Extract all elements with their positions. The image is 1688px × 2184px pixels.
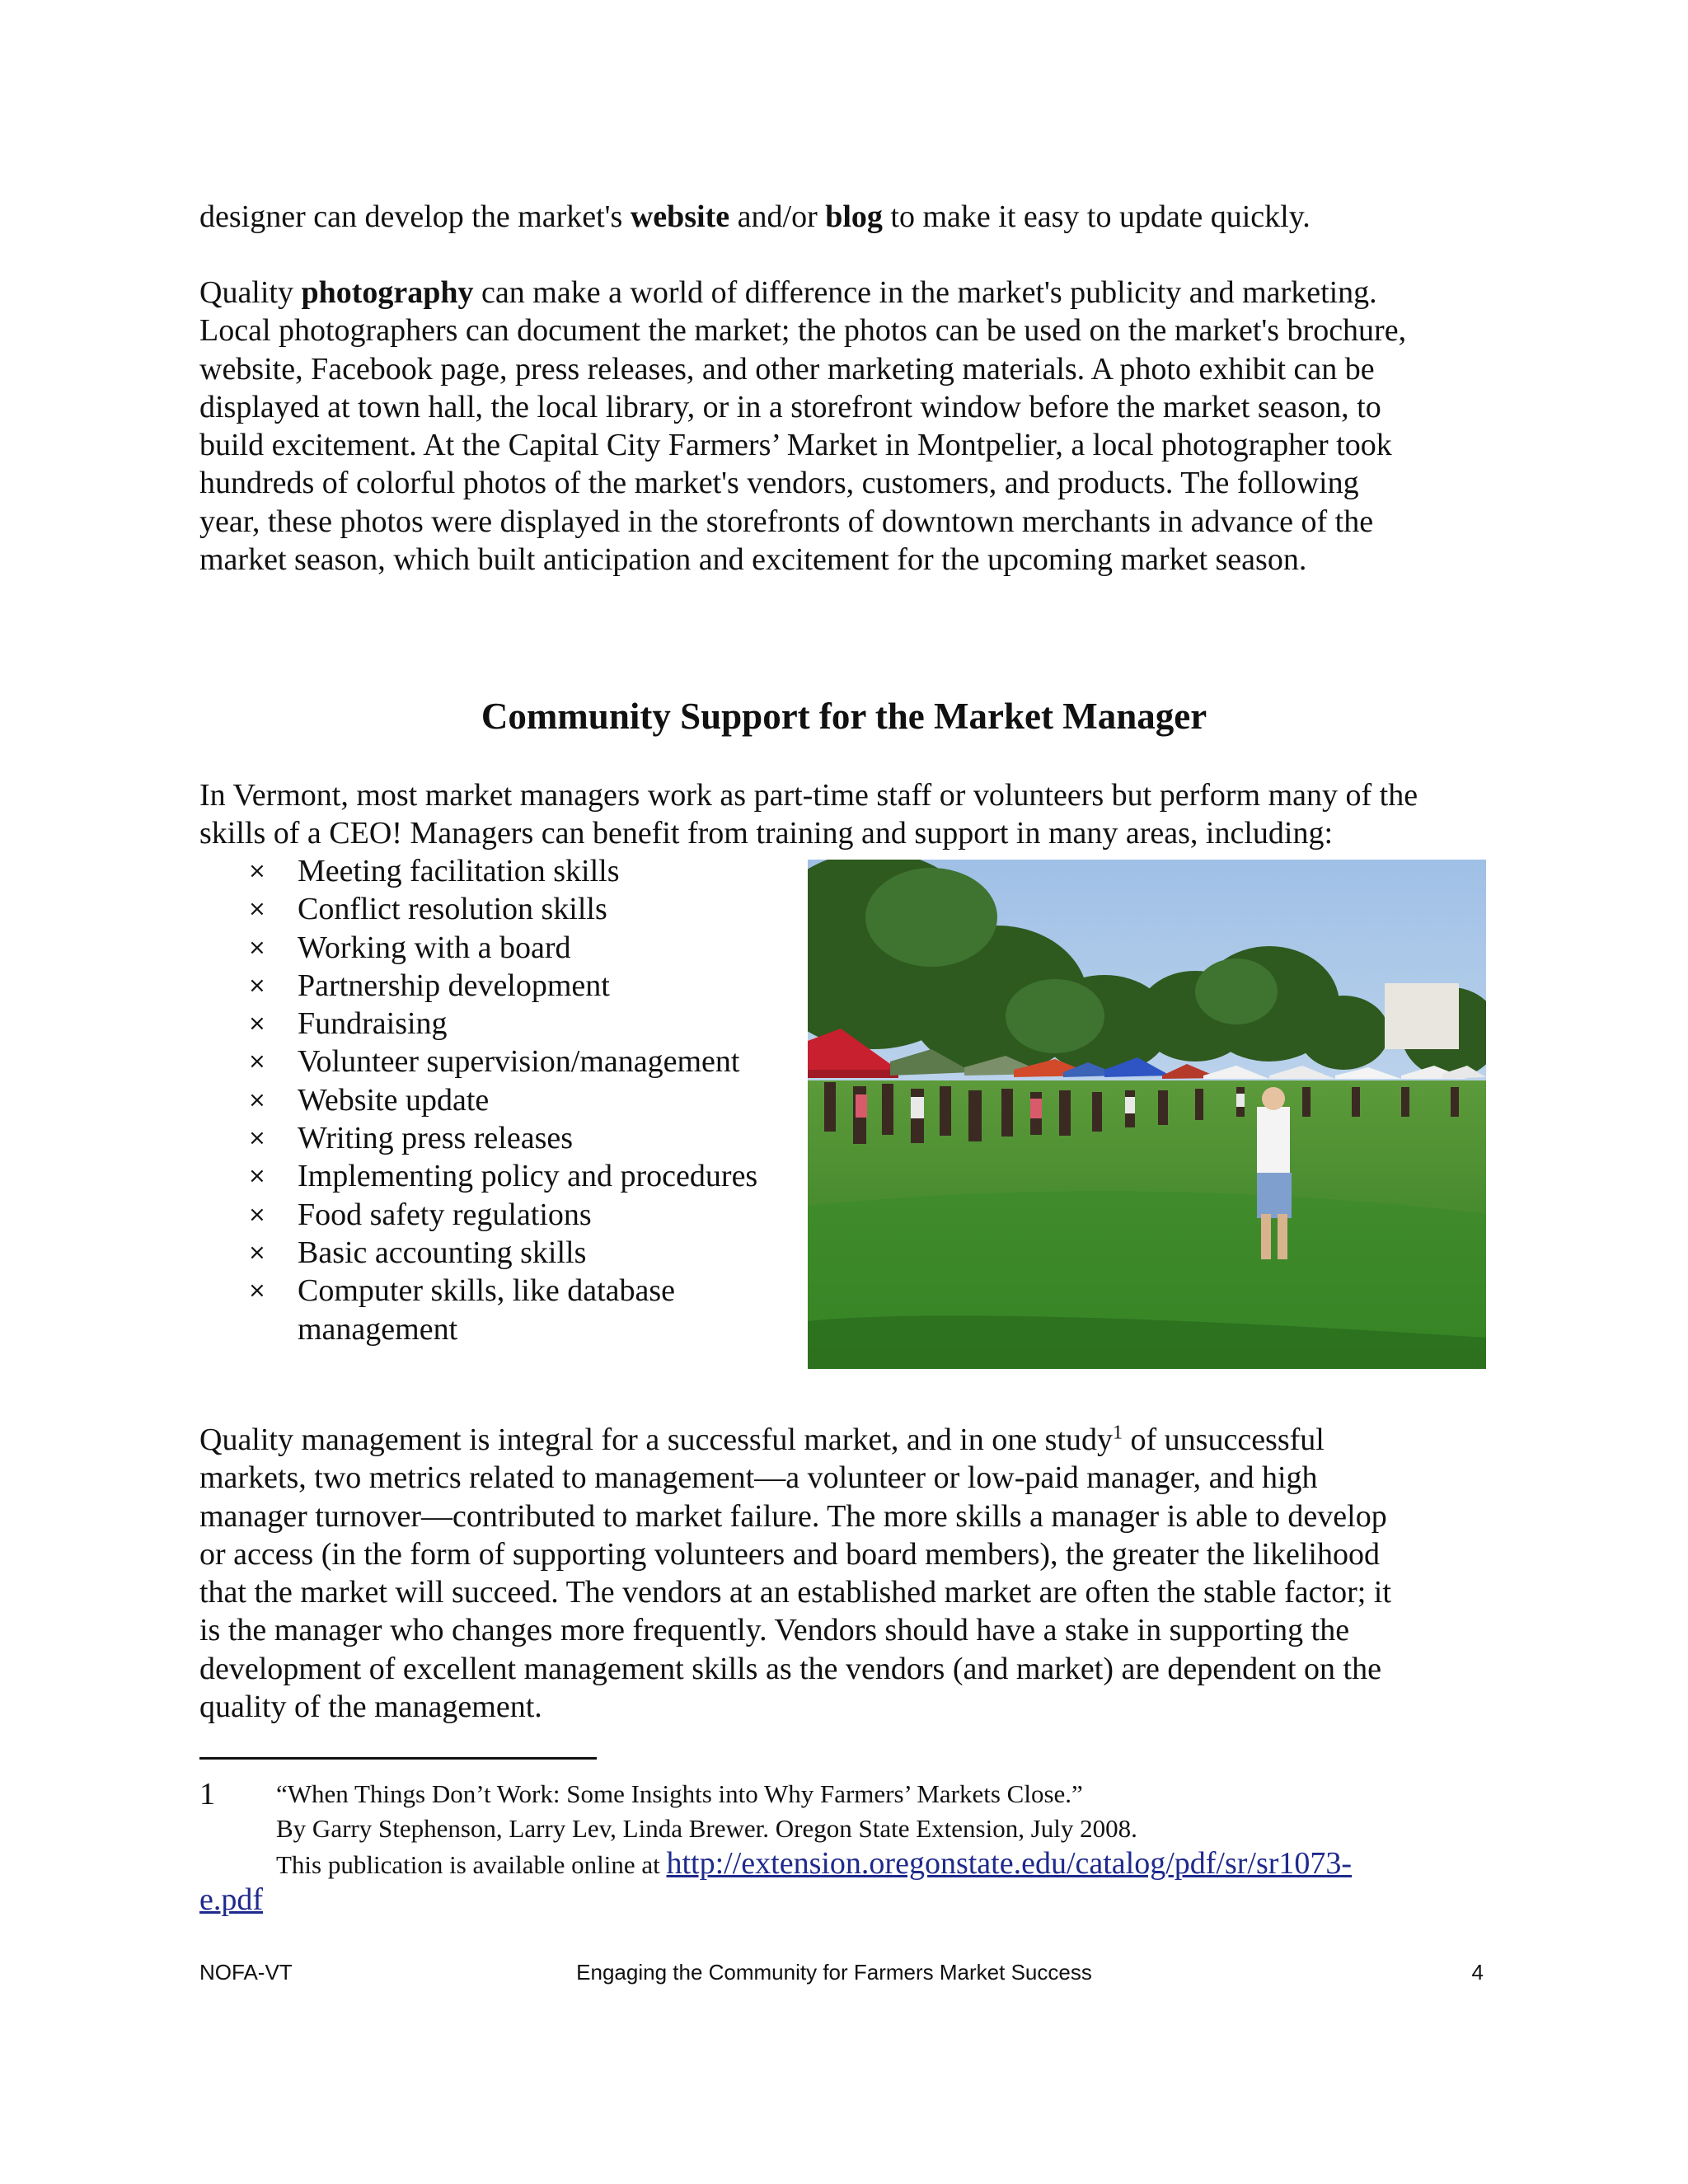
footer-organization: NOFA-VT [199, 1960, 293, 1985]
footnote-authors: By Garry Stephenson, Larry Lev, Linda Brewer. Oregon State Extension, July 2008. [276, 1814, 1137, 1843]
x-bullet-icon: × [248, 1240, 266, 1265]
skills-list-item [199, 1272, 793, 1348]
skills-list-item [199, 1157, 793, 1195]
x-bullet-icon: × [248, 1011, 266, 1037]
farmers-market-photo [808, 860, 1486, 1369]
text-span: to make it easy to update quickly. [882, 199, 1311, 234]
text-line: manager turnover—contributed to market failure. The more skills a manager is able to develop [199, 1498, 1387, 1534]
footer-title: Engaging the Community for Farmers Market Success [576, 1960, 1092, 1985]
skills-list-item [199, 1081, 793, 1119]
footnote-reference[interactable]: 1 [1113, 1422, 1123, 1444]
text-line: that the market will succeed. The vendors at an established market are often the stable factor; it [199, 1575, 1391, 1610]
page-number: 4 [1471, 1960, 1484, 1985]
x-bullet-icon: × [248, 935, 266, 960]
skills-item-label: Conflict resolution skills [298, 892, 607, 927]
footnote-availability-text: This publication is available online at [276, 1850, 667, 1879]
intro-paragraph [199, 776, 1495, 853]
skills-item-label: Computer skills, like database management [298, 1273, 676, 1347]
footnote-title: “When Things Don’t Work: Some Insights into Why Farmers’ Markets Close.” [276, 1779, 1083, 1808]
website-blog-paragraph [199, 198, 1495, 236]
text-line: markets, two metrics related to management—a volunteer or low-paid manager, and high [199, 1460, 1318, 1496]
skills-list-item [199, 967, 793, 1005]
skills-list-item [199, 929, 793, 967]
skills-list-item [199, 1043, 793, 1080]
text-span: Quality management is integral for a successful market, and in one study [199, 1422, 1114, 1457]
x-bullet-icon: × [248, 1278, 266, 1304]
skills-item-label: Meeting facilitation skills [298, 854, 620, 888]
bold-term-photography: photography [301, 275, 474, 310]
page-footer [199, 1958, 1495, 1986]
skills-item-label: Partnership development [298, 968, 610, 1003]
bold-term-blog: blog [825, 199, 883, 234]
footnote-link[interactable]: http://extension.oregonstate.edu/catalog/pdf/sr/sr1073- [666, 1846, 1353, 1881]
x-bullet-icon: × [248, 897, 266, 922]
text-line: year, these photos were displayed in the storefronts of downtown merchants in advance of the [199, 504, 1374, 539]
skills-list-item [199, 1196, 793, 1234]
footnote-link-continuation[interactable]: e.pdf [199, 1882, 264, 1917]
skills-item-label: Website update [298, 1082, 490, 1118]
text-line: hundreds of colorful photos of the market's vendors, customers, and products. The following [199, 466, 1359, 501]
text-line: market season, which built anticipation and excitement for the upcoming market season. [199, 542, 1307, 578]
market-photo-illustration [808, 860, 1486, 1369]
footnote [199, 1777, 1495, 1917]
text-line: In Vermont, most market managers work as part-time staff or volunteers but perform many of the [199, 778, 1418, 813]
skills-item-label: Writing press releases [298, 1121, 574, 1156]
text-span: and/or [729, 199, 826, 234]
skills-item-label: Basic accounting skills [298, 1235, 587, 1270]
x-bullet-icon: × [248, 1126, 266, 1151]
text-span: designer can develop the market's [199, 199, 631, 234]
footnote-availability-line [199, 1846, 1495, 1882]
skills-item-label: Fundraising [298, 1006, 448, 1042]
x-bullet-icon: × [248, 1164, 266, 1189]
footnote-separator [199, 1757, 597, 1760]
text-span: of unsuccessful [1123, 1422, 1325, 1457]
skills-list-item [199, 1234, 793, 1272]
skills-item-label: Implementing policy and procedures [298, 1159, 758, 1194]
text-line: or access (in the form of supporting volunteers and board members), the greater the likelihood [199, 1536, 1380, 1572]
x-bullet-icon: × [248, 1087, 266, 1113]
skills-list [199, 852, 793, 1348]
text-line: website, Facebook page, press releases, and other marketing materials. A photo exhibit can be [199, 351, 1375, 387]
skills-item-label: Working with a board [298, 930, 571, 965]
skills-list-item [199, 852, 793, 890]
x-bullet-icon: × [248, 859, 266, 883]
skills-item-label: Food safety regulations [298, 1197, 592, 1232]
skills-list-item [199, 890, 793, 928]
text-line: skills of a CEO! Managers can benefit from training and support in many areas, including: [199, 816, 1334, 851]
footnote-number: 1 [199, 1777, 215, 1811]
text-line: is the manager who changes more frequently. Vendors should have a stake in supporting the [199, 1613, 1350, 1648]
section-heading: Community Support for the Market Manager [481, 696, 1207, 737]
x-bullet-icon: × [248, 972, 266, 998]
text-span: can make a world of difference in the market's publicity and marketing. [473, 275, 1377, 310]
text-line: quality of the management. [199, 1690, 542, 1725]
text-span: Quality [199, 275, 302, 310]
skills-item-label: Volunteer supervision/management [298, 1044, 740, 1080]
bold-term-website: website [630, 199, 730, 234]
text-line: build excitement. At the Capital City Farmers’ Market in Montpelier, a local photographer took [199, 428, 1392, 463]
skills-list-item [199, 1119, 793, 1157]
x-bullet-icon: × [248, 1049, 266, 1075]
photography-paragraph [199, 274, 1495, 579]
text-line: Local photographers can document the market; the photos can be used on the market's brochure, [199, 313, 1407, 349]
x-bullet-icon: × [248, 1202, 266, 1227]
text-line: displayed at town hall, the local library, or in a storefront window before the market season, to [199, 389, 1381, 424]
text-line: development of excellent management skills as the vendors (and market) are dependent on the [199, 1651, 1381, 1686]
quality-management-paragraph [199, 1421, 1495, 1726]
skills-list-item [199, 1005, 793, 1043]
